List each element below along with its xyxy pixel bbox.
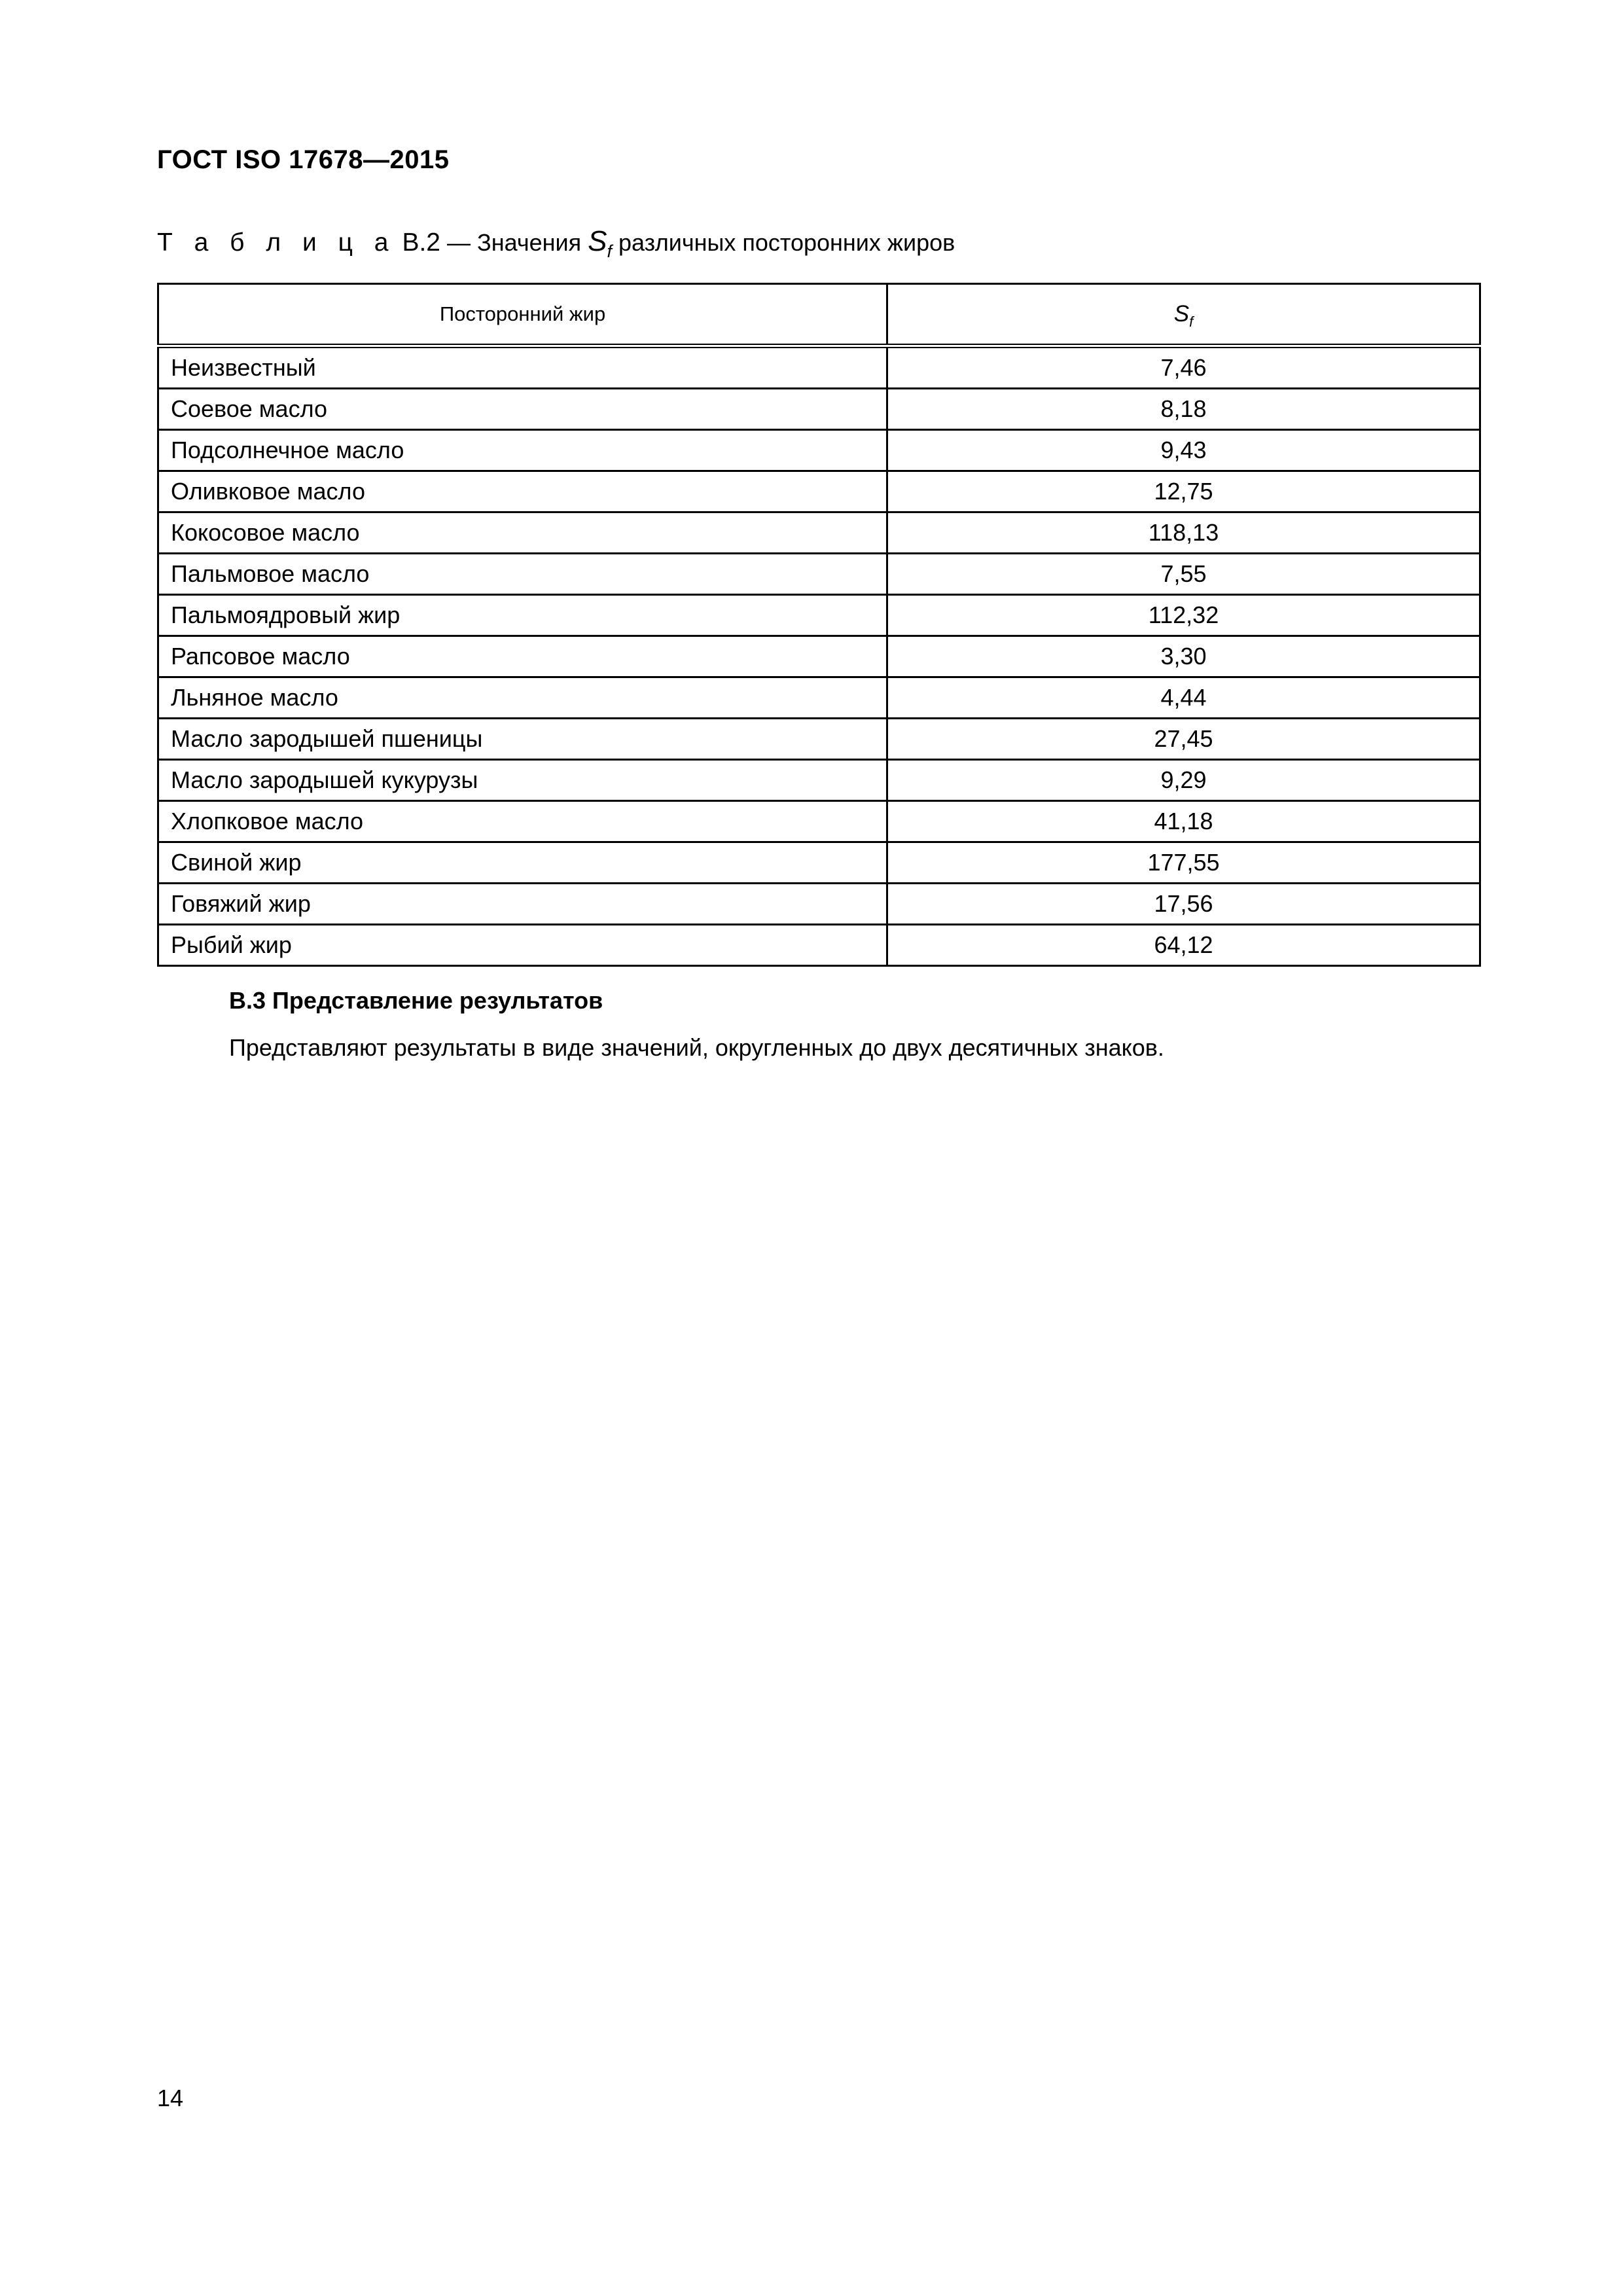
fat-name: Соевое масло — [158, 389, 887, 430]
sf-value: 27,45 — [887, 719, 1480, 760]
table-row — [158, 346, 1480, 389]
sf-value: 41,18 — [887, 801, 1480, 842]
section-text: Представляют результаты в виде значений, округленных до двух десятичных знаков. — [229, 1034, 1164, 1061]
table-row — [158, 389, 1480, 430]
section-title: В.3 Представление результатов — [229, 987, 603, 1014]
foreign-fats-table — [157, 283, 1481, 967]
fat-name: Оливковое масло — [158, 471, 887, 512]
fat-name: Масло зародышей пшеницы — [158, 719, 887, 760]
caption-symbol-main: S — [588, 225, 607, 257]
fat-name: Пальмоядровый жир — [158, 595, 887, 636]
fat-name: Масло зародышей кукурузы — [158, 760, 887, 801]
header-sf — [887, 284, 1480, 346]
table-row — [158, 554, 1480, 595]
fat-name: Пальмовое масло — [158, 554, 887, 595]
fat-name: Говяжий жир — [158, 884, 887, 925]
table-row — [158, 760, 1480, 801]
caption-symbol — [588, 225, 612, 261]
sf-value: 118,13 — [887, 512, 1480, 554]
header-foreign-fat: Посторонний жир — [158, 284, 887, 346]
sf-value: 7,55 — [887, 554, 1480, 595]
table-row — [158, 801, 1480, 842]
table-header-row — [158, 284, 1480, 346]
header-sf-subscript: f — [1189, 314, 1194, 330]
fat-name: Подсолнечное масло — [158, 430, 887, 471]
sf-value: 12,75 — [887, 471, 1480, 512]
table-row — [158, 925, 1480, 966]
caption-number: В.2 — [402, 228, 440, 257]
table-row — [158, 842, 1480, 884]
table-row — [158, 512, 1480, 554]
caption-prefix: Т а б л и ц а — [157, 228, 396, 257]
fat-name: Рыбий жир — [158, 925, 887, 966]
fat-name: Кокосовое масло — [158, 512, 887, 554]
table-row — [158, 719, 1480, 760]
page-number: 14 — [157, 2085, 184, 2111]
sf-value: 8,18 — [887, 389, 1480, 430]
document-code: ГОСТ ISO 17678—2015 — [157, 145, 450, 174]
table-row — [158, 595, 1480, 636]
fat-name: Рапсовое масло — [158, 636, 887, 677]
sf-value: 9,43 — [887, 430, 1480, 471]
table-row — [158, 471, 1480, 512]
sf-value: 3,30 — [887, 636, 1480, 677]
fat-name: Льняное масло — [158, 677, 887, 719]
fat-name: Неизвестный — [158, 346, 887, 389]
table-row — [158, 884, 1480, 925]
fat-name: Хлопковое масло — [158, 801, 887, 842]
sf-value: 17,56 — [887, 884, 1480, 925]
caption-symbol-subscript: f — [607, 242, 612, 261]
caption-text-before: — Значения — [440, 229, 588, 256]
sf-value: 112,32 — [887, 595, 1480, 636]
sf-value: 64,12 — [887, 925, 1480, 966]
sf-value: 9,29 — [887, 760, 1480, 801]
table-row — [158, 677, 1480, 719]
sf-value: 4,44 — [887, 677, 1480, 719]
sf-value: 177,55 — [887, 842, 1480, 884]
caption-text-after: различных посторонних жиров — [612, 229, 955, 256]
table-row — [158, 636, 1480, 677]
header-sf-symbol: S — [1173, 301, 1190, 327]
sf-value: 7,46 — [887, 346, 1480, 389]
table-caption — [157, 225, 955, 261]
fat-name: Свиной жир — [158, 842, 887, 884]
table-row — [158, 430, 1480, 471]
